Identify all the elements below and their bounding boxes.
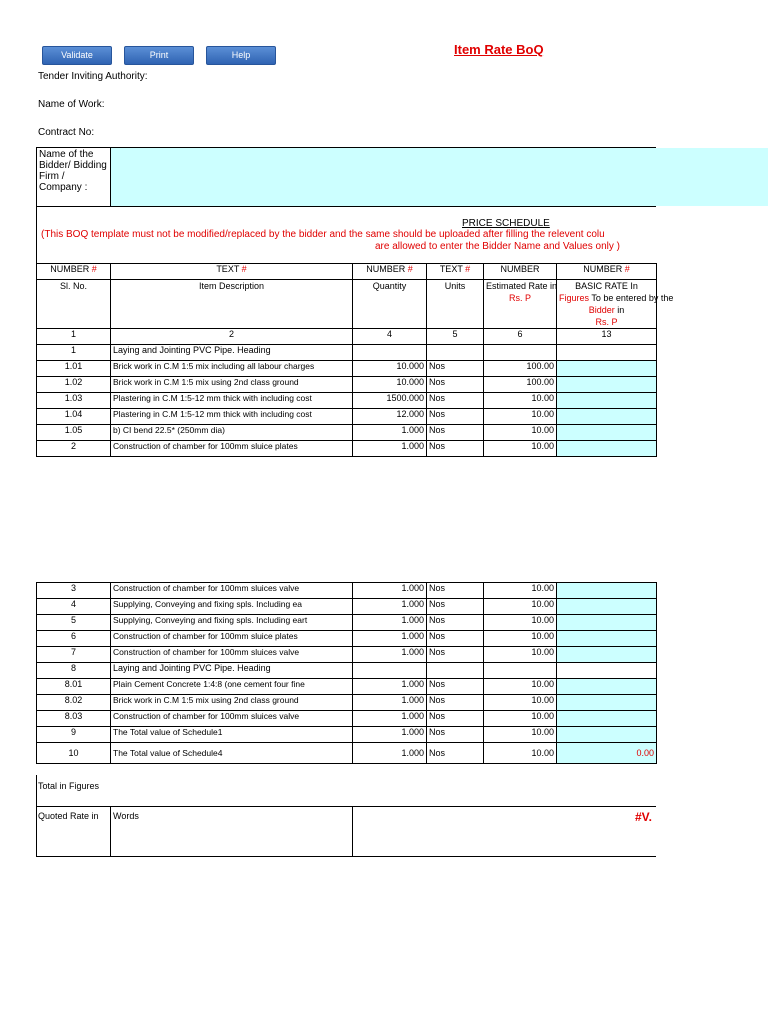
item-description-cell: The Total value of Schedule4 <box>111 743 353 764</box>
table-row <box>37 345 657 361</box>
divider <box>110 807 111 856</box>
help-button[interactable]: Help <box>206 46 276 65</box>
table-row <box>37 393 657 409</box>
total-figures-row <box>36 775 656 807</box>
quantity-cell: 1500.000 <box>353 393 427 409</box>
sl-no-cell: 1 <box>37 345 111 361</box>
unit-cell: Nos <box>427 727 484 743</box>
unit-cell: Nos <box>427 679 484 695</box>
estimated-rate-cell: 10.00 <box>484 615 557 631</box>
unit-cell: Nos <box>427 377 484 393</box>
price-schedule-note-2: are allowed to enter the Bidder Name and Values only ) <box>375 241 620 252</box>
unit-cell: Nos <box>427 711 484 727</box>
estimated-rate-header: Estimated Rate in Rs. P <box>484 280 557 329</box>
estimated-rate-cell: 10.00 <box>484 743 557 764</box>
item-description-cell: Plastering in C.M 1:5-12 mm thick with including cost <box>111 393 353 409</box>
basic-rate-input[interactable] <box>557 425 657 441</box>
column-number: 13 <box>557 329 657 345</box>
table-row <box>37 631 657 647</box>
basic-rate-input[interactable]: 0.00 <box>557 743 657 764</box>
estimated-rate-cell: 10.00 <box>484 695 557 711</box>
table-row <box>37 361 657 377</box>
item-description-cell: Construction of chamber for 100mm sluice plates <box>111 631 353 647</box>
item-description-cell: Construction of chamber for 100mm sluice plates <box>111 441 353 457</box>
unit-cell: Nos <box>427 631 484 647</box>
boq-table-top <box>36 263 674 457</box>
quantity-cell: 1.000 <box>353 647 427 663</box>
sl-no-header: Sl. No. <box>37 280 111 329</box>
type-header: NUMBER # <box>557 264 657 280</box>
sl-no-cell: 4 <box>37 599 111 615</box>
bidder-input-overflow <box>655 148 768 206</box>
item-description-cell: Supplying, Conveying and fixing spls. Including eart <box>111 615 353 631</box>
item-description-cell: Plastering in C.M 1:5-12 mm thick with including cost <box>111 409 353 425</box>
sl-no-cell: 1.05 <box>37 425 111 441</box>
basic-rate-input[interactable] <box>557 711 657 727</box>
basic-rate-input[interactable] <box>557 631 657 647</box>
estimated-rate-cell <box>484 345 557 361</box>
print-button[interactable]: Print <box>124 46 194 65</box>
estimated-rate-cell: 10.00 <box>484 679 557 695</box>
table-row <box>37 711 657 727</box>
type-header: NUMBER # <box>37 264 111 280</box>
sl-no-cell: 8.01 <box>37 679 111 695</box>
item-description-cell: Construction of chamber for 100mm sluices valve <box>111 711 353 727</box>
basic-rate-input[interactable] <box>557 599 657 615</box>
validate-button[interactable]: Validate <box>42 46 112 65</box>
unit-cell: Nos <box>427 393 484 409</box>
quantity-cell: 1.000 <box>353 615 427 631</box>
sl-no-cell: 8.03 <box>37 711 111 727</box>
quantity-cell: 1.000 <box>353 599 427 615</box>
sl-no-cell: 8.02 <box>37 695 111 711</box>
column-number: 4 <box>353 329 427 345</box>
quantity-cell: 1.000 <box>353 695 427 711</box>
quoted-rate-label: Quoted Rate in <box>38 811 99 821</box>
table-row <box>37 377 657 393</box>
estimated-rate-cell: 10.00 <box>484 647 557 663</box>
bidder-label: Name of the Bidder/ Bidding Firm / Company : <box>37 148 111 206</box>
price-schedule-title: PRICE SCHEDULE <box>462 218 550 229</box>
estimated-rate-cell: 10.00 <box>484 711 557 727</box>
basic-rate-input[interactable] <box>557 647 657 663</box>
words-label: Words <box>113 811 139 821</box>
table-row <box>37 425 657 441</box>
item-description-cell: Plain Cement Concrete 1:4:8 (one cement four fine <box>111 679 353 695</box>
sl-no-cell: 1.01 <box>37 361 111 377</box>
basic-rate-input <box>557 345 657 361</box>
quantity-cell <box>353 663 427 679</box>
quantity-cell: 10.000 <box>353 377 427 393</box>
estimated-rate-cell: 10.00 <box>484 393 557 409</box>
quantity-cell: 1.000 <box>353 583 427 599</box>
basic-rate-input[interactable] <box>557 441 657 457</box>
bidder-name-input[interactable] <box>111 148 657 206</box>
unit-cell: Nos <box>427 615 484 631</box>
type-header: NUMBER <box>484 264 557 280</box>
quantity-cell: 1.000 <box>353 425 427 441</box>
basic-rate-input[interactable] <box>557 615 657 631</box>
quantity-cell <box>353 345 427 361</box>
boq-table-bottom <box>36 582 657 764</box>
estimated-rate-cell <box>484 663 557 679</box>
quantity-cell: 1.000 <box>353 631 427 647</box>
tender-authority-label: Tender Inviting Authority: <box>38 71 148 82</box>
estimated-rate-cell: 10.00 <box>484 631 557 647</box>
table-row <box>37 647 657 663</box>
total-figures-label: Total in Figures <box>38 781 100 791</box>
basic-rate-header: BASIC RATE In Figures To be entered by the Bidder in Rs. P <box>557 280 657 329</box>
sl-no-cell: 8 <box>37 663 111 679</box>
table-row <box>37 727 657 743</box>
estimated-rate-cell: 10.00 <box>484 583 557 599</box>
item-description-cell: Brick work in C.M 1:5 mix using 2nd class ground <box>111 695 353 711</box>
basic-rate-input <box>557 663 657 679</box>
item-description-cell: Brick work in C.M 1:5 mix including all labour charges <box>111 361 353 377</box>
item-description-header: Item Description <box>111 280 353 329</box>
table-row <box>37 743 657 764</box>
sl-no-cell: 9 <box>37 727 111 743</box>
divider <box>352 807 353 856</box>
sl-no-cell: 5 <box>37 615 111 631</box>
name-of-work-label: Name of Work: <box>38 99 105 110</box>
unit-cell: Nos <box>427 647 484 663</box>
quantity-cell: 1.000 <box>353 727 427 743</box>
item-description-cell: Construction of chamber for 100mm sluices valve <box>111 583 353 599</box>
item-description-cell: Laying and Jointing PVC Pipe. Heading <box>111 345 353 361</box>
sl-no-cell: 10 <box>37 743 111 764</box>
estimated-rate-cell: 100.00 <box>484 361 557 377</box>
estimated-rate-cell: 10.00 <box>484 727 557 743</box>
sl-no-cell: 7 <box>37 647 111 663</box>
quantity-cell: 1.000 <box>353 711 427 727</box>
units-header: Units <box>427 280 484 329</box>
estimated-rate-cell: 10.00 <box>484 441 557 457</box>
unit-cell: Nos <box>427 743 484 764</box>
basic-rate-input[interactable] <box>557 679 657 695</box>
item-description-cell: Construction of chamber for 100mm sluices valve <box>111 647 353 663</box>
quantity-header: Quantity <box>353 280 427 329</box>
table-row <box>37 409 657 425</box>
basic-rate-input[interactable] <box>557 361 657 377</box>
estimated-rate-cell: 10.00 <box>484 425 557 441</box>
table-row <box>37 441 657 457</box>
item-description-cell: The Total value of Schedule1 <box>111 727 353 743</box>
table-row <box>37 695 657 711</box>
sl-no-cell: 1.03 <box>37 393 111 409</box>
unit-cell: Nos <box>427 441 484 457</box>
page-title: Item Rate BoQ <box>454 42 544 57</box>
basic-rate-input[interactable] <box>557 695 657 711</box>
unit-cell: Nos <box>427 695 484 711</box>
basic-rate-input[interactable] <box>557 583 657 599</box>
sl-no-cell: 2 <box>37 441 111 457</box>
basic-rate-input[interactable] <box>557 409 657 425</box>
table-row <box>37 615 657 631</box>
table-row <box>37 599 657 615</box>
unit-cell: Nos <box>427 361 484 377</box>
basic-rate-input[interactable] <box>557 377 657 393</box>
quoted-rate-row <box>36 807 656 857</box>
quoted-rate-words-value: #V. <box>635 810 652 824</box>
item-description-cell: Laying and Jointing PVC Pipe. Heading <box>111 663 353 679</box>
estimated-rate-cell: 100.00 <box>484 377 557 393</box>
sl-no-cell: 3 <box>37 583 111 599</box>
price-schedule-note-1: (This BOQ template must not be modified/replaced by the bidder and the same should be uploaded after filling the relevent colu <box>41 229 605 240</box>
item-description-cell: b) CI bend 22.5* (250mm dia) <box>111 425 353 441</box>
basic-rate-input[interactable] <box>557 727 657 743</box>
unit-cell: Nos <box>427 409 484 425</box>
estimated-rate-cell: 10.00 <box>484 599 557 615</box>
unit-cell: Nos <box>427 425 484 441</box>
table-row <box>37 663 657 679</box>
contract-no-label: Contract No: <box>38 127 95 138</box>
sl-no-cell: 1.02 <box>37 377 111 393</box>
unit-cell: Nos <box>427 599 484 615</box>
quantity-cell: 1.000 <box>353 441 427 457</box>
sl-no-cell: 6 <box>37 631 111 647</box>
quantity-cell: 1.000 <box>353 679 427 695</box>
type-header: TEXT # <box>427 264 484 280</box>
quantity-cell: 12.000 <box>353 409 427 425</box>
table-row <box>37 583 657 599</box>
type-header: TEXT # <box>111 264 353 280</box>
unit-cell <box>427 345 484 361</box>
unit-cell: Nos <box>427 583 484 599</box>
table-row <box>37 679 657 695</box>
column-number: 2 <box>111 329 353 345</box>
quantity-cell: 1.000 <box>353 743 427 764</box>
unit-cell <box>427 663 484 679</box>
bidder-block <box>36 147 656 207</box>
estimated-rate-cell: 10.00 <box>484 409 557 425</box>
item-description-cell: Brick work in C.M 1:5 mix using 2nd class ground <box>111 377 353 393</box>
column-number: 1 <box>37 329 111 345</box>
basic-rate-input[interactable] <box>557 393 657 409</box>
column-number: 5 <box>427 329 484 345</box>
quantity-cell: 10.000 <box>353 361 427 377</box>
sl-no-cell: 1.04 <box>37 409 111 425</box>
type-header: NUMBER # <box>353 264 427 280</box>
column-number: 6 <box>484 329 557 345</box>
item-description-cell: Supplying, Conveying and fixing spls. Including ea <box>111 599 353 615</box>
